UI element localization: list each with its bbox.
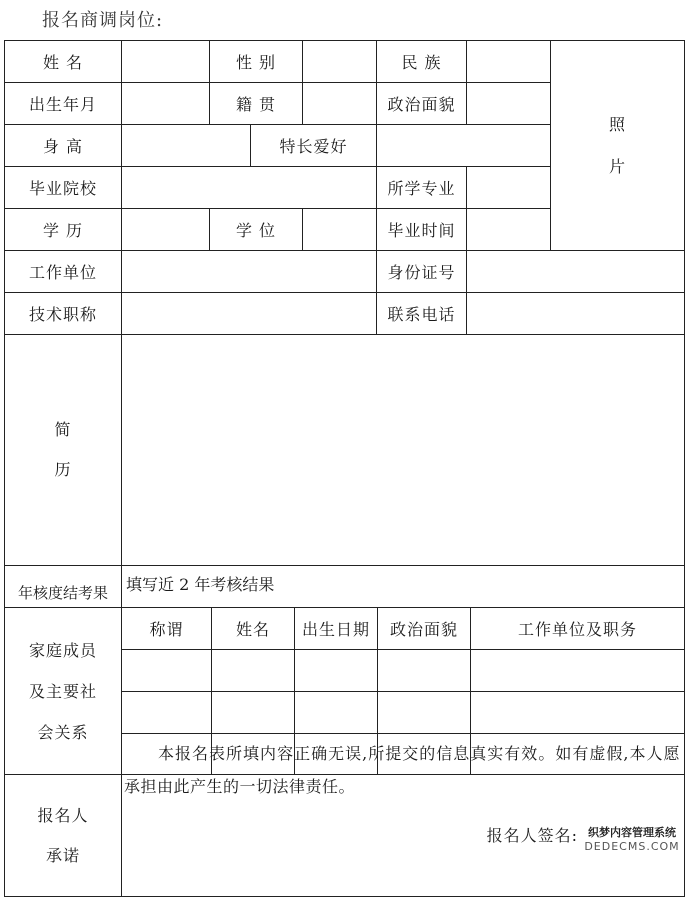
family-row-2-name[interactable] (211, 691, 295, 734)
education-input[interactable] (121, 208, 210, 251)
family-label (4, 607, 122, 775)
major-input[interactable] (466, 166, 551, 209)
label-ethnicity: 民 族 (376, 40, 467, 83)
pledge-label-1: 报名人 (37, 805, 89, 825)
position-title: 报名商调岗位: (42, 10, 164, 31)
family-label-2: 及主要社 (28, 681, 97, 701)
grad-time-input[interactable] (466, 208, 551, 251)
label-school: 毕业院校 (4, 166, 122, 209)
id-number-input[interactable] (466, 250, 685, 293)
family-row-1-political[interactable] (377, 649, 471, 692)
label-employer: 工作单位 (4, 250, 122, 293)
family-row-1-relation[interactable] (121, 649, 212, 692)
label-phone: 联系电话 (376, 292, 467, 335)
resume-label-2: 历 (54, 460, 72, 479)
birth-input[interactable] (121, 82, 210, 125)
label-political-status: 政治面貌 (376, 82, 467, 125)
label-height: 身 高 (4, 124, 122, 167)
resume-input[interactable] (121, 334, 685, 566)
political-status-input[interactable] (466, 82, 551, 125)
family-row-1-employer[interactable] (470, 649, 685, 692)
label-major: 所学专业 (376, 166, 467, 209)
signature-label[interactable]: 报名人签名: (486, 826, 578, 845)
label-title-rank: 技术职称 (4, 292, 122, 335)
ethnicity-input[interactable] (466, 40, 551, 83)
family-row-2-birthdate[interactable] (294, 691, 378, 734)
native-place-input[interactable] (302, 82, 377, 125)
family-label-3: 会关系 (37, 722, 89, 742)
family-label-1: 家庭成员 (28, 640, 97, 660)
employer-input[interactable] (121, 250, 377, 293)
family-row-1-name[interactable] (211, 649, 295, 692)
photo-box[interactable] (550, 40, 685, 251)
family-row-1-birthdate[interactable] (294, 649, 378, 692)
label-id-number: 身份证号 (376, 250, 467, 293)
gender-input[interactable] (302, 40, 377, 83)
photo-label-2: 片 (608, 156, 626, 176)
height-input[interactable] (121, 124, 251, 167)
family-row-2-political[interactable] (377, 691, 471, 734)
label-degree: 学 位 (209, 208, 303, 251)
dedecms-watermark (578, 826, 686, 858)
label-native-place: 籍 贯 (209, 82, 303, 125)
label-gender: 性 别 (209, 40, 303, 83)
family-col-employer: 工作单位及职务 (470, 607, 685, 650)
degree-input[interactable] (302, 208, 377, 251)
phone-input[interactable] (466, 292, 685, 335)
resume-label (4, 334, 122, 566)
label-birth: 出生年月 (4, 82, 122, 125)
label-grad-time: 毕业时间 (376, 208, 467, 251)
specialty-input[interactable] (376, 124, 551, 167)
family-row-2-relation[interactable] (121, 691, 212, 734)
family-row-2-employer[interactable] (470, 691, 685, 734)
watermark-line-2: DEDECMS.COM (584, 840, 680, 853)
title-rank-input[interactable] (121, 292, 377, 335)
pledge-label (4, 774, 122, 897)
family-col-birthdate: 出生日期 (294, 607, 378, 650)
name-input[interactable] (121, 40, 210, 83)
pledge-label-2: 承诺 (45, 845, 80, 865)
photo-label-1: 照 (608, 114, 626, 134)
watermark-line-1: 织梦内容管理系统 (588, 826, 676, 839)
family-col-name: 姓名 (211, 607, 295, 650)
family-col-political: 政治面貌 (377, 607, 471, 650)
label-education: 学 历 (4, 208, 122, 251)
label-name: 姓 名 (4, 40, 122, 83)
annual-review-input[interactable]: 填写近 2 年考核结果 (121, 565, 685, 608)
pledge-text: 本报名表所填内容正确无误,所提交的信息真实有效。如有虚假,本人愿承担由此产生的一切法律责任。 (124, 744, 680, 796)
annual-review-label: 年核度结考果 (4, 565, 122, 608)
school-input[interactable] (121, 166, 377, 209)
family-col-relation: 称谓 (121, 607, 212, 650)
label-specialty: 特长爱好 (250, 124, 377, 167)
resume-label-1: 简 (54, 420, 72, 439)
